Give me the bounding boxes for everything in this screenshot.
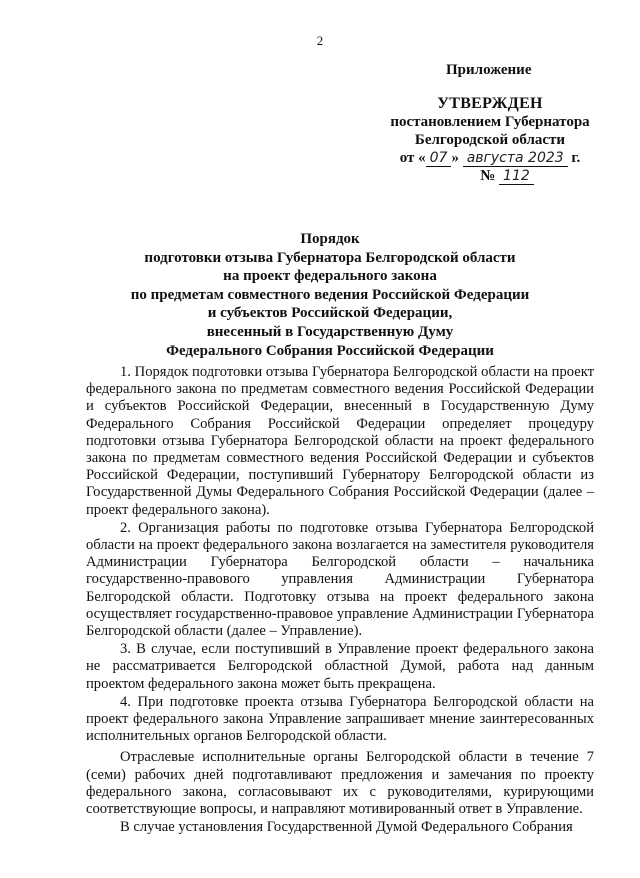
title-line: Порядок	[300, 231, 360, 247]
body-paragraph-2: 2. Организация работы по подготовке отзыва Губернатора Белгородской области на проект федерального закона возлагается на заместителя руководителя Администрации Губернатора Белгородской области – начальника государственно-правового управления Администрации Губернатора Белгородской области. Подготовку отзыва на проект федерального закона осуществляет государственно-правовое управление Администрации Губернатора Белгородской области (далее – Управление).	[86, 519, 594, 640]
approval-line-2: Белгородской области	[414, 132, 566, 148]
body-paragraph-5: Отраслевые исполнительные органы Белгородской области в течение 7 (семи) рабочих дней подготавливают предложения и замечания по проекту федерального закона, согласовывают их с руководителями, курирующими соответствующие вопросы, и направляют мотивированный ответ в Управление.	[86, 749, 594, 818]
title-line: Федерального Собрания Российской Федерации	[166, 342, 494, 359]
approval-date-line	[340, 149, 640, 167]
appendix-label: Приложение	[446, 62, 532, 78]
number-prefix: №	[480, 168, 496, 184]
date-month-year: августа 2023	[463, 150, 568, 167]
title-line: и субъектов Российской Федерации,	[207, 305, 453, 322]
title-line: внесенный в Государственную Думу	[206, 323, 454, 340]
approval-stamp-block	[340, 95, 640, 185]
approval-number-line	[340, 167, 640, 185]
body-paragraph-3: 3. В случае, если поступивший в Управление проект федерального закона не рассматривается Белгородской областной Думой, работа над данным проектом федерального закона может быть прекращена.	[86, 641, 594, 692]
number-value: 112	[499, 168, 534, 185]
title-line: по предметам совместного ведения Российской Федерации	[130, 286, 530, 303]
date-mid: »	[451, 150, 459, 166]
title-line: на проект федерального закона	[223, 268, 437, 285]
body-paragraph-1: 1. Порядок подготовки отзыва Губернатора Белгородской области на проект федерального закона по предметам совместного ведения Российской Федерации и субъектов Российской Федерации, внесенный в Государственную Думу Федерального Собрания Российской Федерации определяет процедуру подготовки отзыва Губернатора Белгородской области на проект федерального закона по предметам совместного ведения Российской Федерации и субъектов Российской Федерации, поступивший Губернатору Белгородской области из Государственной Думы Федерального Собрания Российской Федерации (далее – проект федерального закона).	[86, 364, 594, 518]
title-line: подготовки отзыва Губернатора Белгородской области	[144, 249, 516, 266]
approved-heading: УТВЕРЖДЕН	[437, 95, 543, 112]
date-suffix: г.	[571, 150, 581, 166]
document-body	[86, 364, 594, 837]
document-title	[120, 230, 540, 360]
body-paragraph-6: В случае установления Государственной Думой Федерального Собрания	[120, 819, 573, 836]
approval-line-1: постановлением Губернатора	[390, 114, 590, 130]
date-prefix: от «	[399, 150, 426, 166]
body-paragraph-4: 4. При подготовке проекта отзыва Губернатора Белгородской области на проект федерального закона Управление запрашивает мнение заинтересованных исполнительных органов Белгородской области.	[86, 693, 594, 745]
page-number: 2	[316, 33, 324, 48]
date-day: 07	[426, 150, 452, 167]
